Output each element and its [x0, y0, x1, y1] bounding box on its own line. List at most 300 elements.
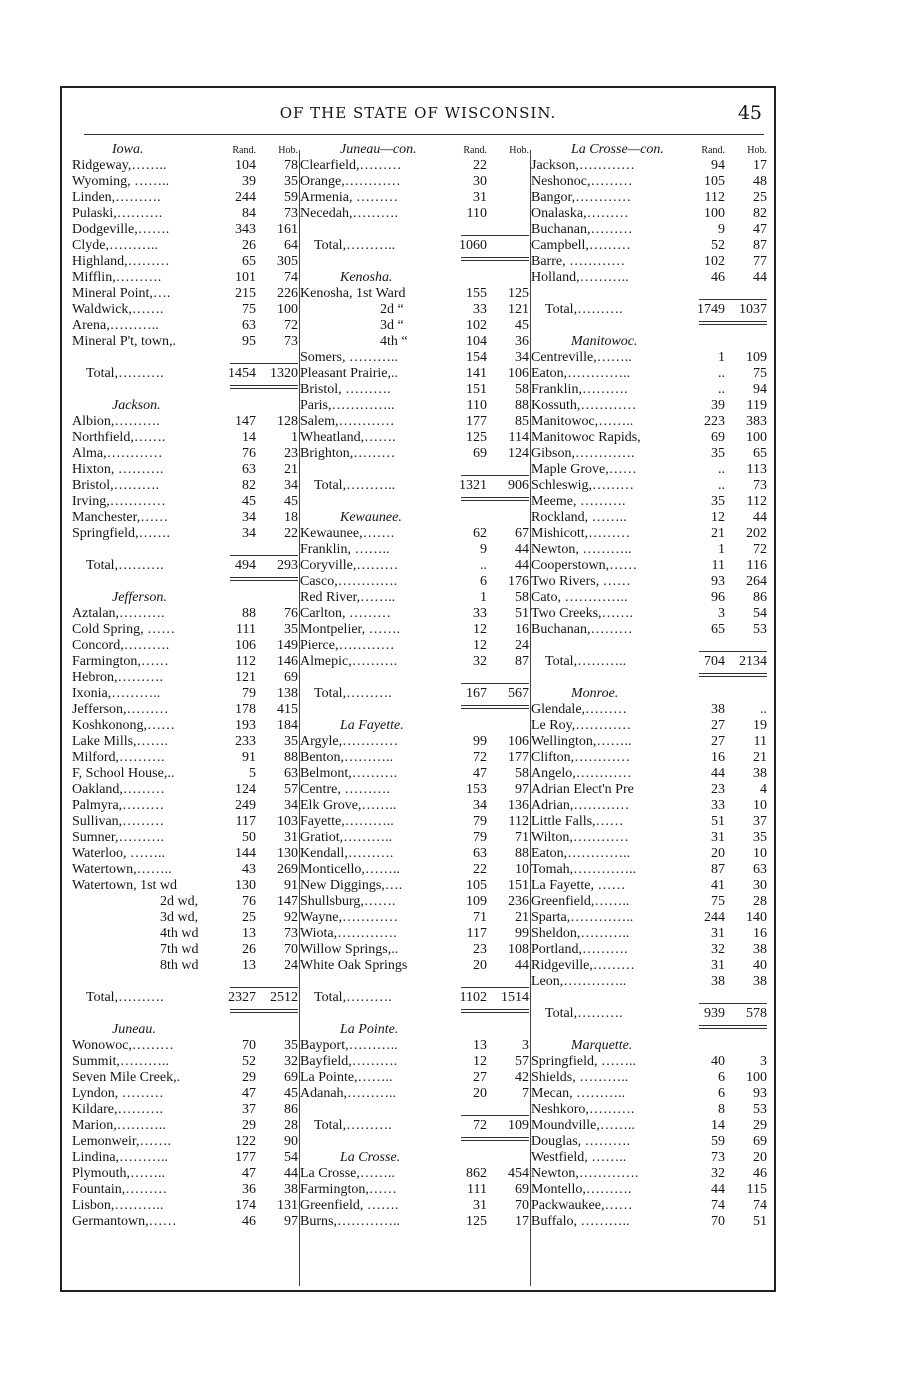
table-row — [72, 1118, 298, 1134]
town-name: Eaton,………….. — [531, 846, 631, 861]
table-row — [72, 702, 298, 718]
rand-votes: 40 — [711, 1054, 725, 1069]
town-name: Lyndon, ……… — [72, 1086, 164, 1101]
rand-votes: 12 — [711, 510, 725, 525]
town-name: Glendale,……… — [531, 702, 628, 717]
table-row — [531, 1070, 767, 1086]
header-rule — [84, 134, 764, 135]
table-row — [531, 622, 767, 638]
total-hob: 2512 — [270, 990, 298, 1005]
town-name: Brighton,……… — [300, 446, 396, 461]
town-name: La Crosse,…….. — [300, 1166, 395, 1181]
table-row — [531, 750, 767, 766]
section-title: Iowa. — [112, 142, 144, 157]
rand-votes: 26 — [242, 942, 256, 957]
town-name: Concord,………. — [72, 638, 170, 653]
rand-votes: 121 — [235, 670, 256, 685]
town-name: Angelo,………… — [531, 766, 632, 781]
rule-line — [699, 299, 767, 300]
table-row — [531, 222, 767, 238]
total-double-rule — [300, 254, 529, 270]
table-row — [72, 414, 298, 430]
town-name: Monticello,…….. — [300, 862, 400, 877]
rand-votes: 99 — [473, 734, 487, 749]
hob-votes: 112 — [746, 494, 767, 509]
rand-votes: 65 — [242, 254, 256, 269]
town-name: Palmyra,……… — [72, 798, 165, 813]
hob-votes: 19 — [753, 718, 767, 733]
section-heading — [72, 1022, 298, 1038]
rand-votes: 8 — [718, 1102, 725, 1117]
table-row — [531, 190, 767, 206]
rand-votes: 100 — [704, 206, 725, 221]
table-row — [300, 942, 529, 958]
rule-line — [699, 324, 767, 325]
rand-votes: 13 — [473, 1038, 487, 1053]
section-heading — [531, 142, 767, 158]
hob-votes: 131 — [277, 1198, 298, 1213]
total-hob: 906 — [508, 478, 529, 493]
hob-votes: 97 — [284, 1214, 298, 1229]
hob-votes: 90 — [284, 1134, 298, 1149]
town-name: Gibson,…………. — [531, 446, 635, 461]
hob-votes: 34 — [284, 798, 298, 813]
rand-votes: 31 — [711, 958, 725, 973]
rand-votes: 44 — [711, 1182, 725, 1197]
town-name: Lisbon,……….. — [72, 1198, 164, 1213]
rand-votes: 343 — [235, 222, 256, 237]
hob-votes: 97 — [515, 782, 529, 797]
hob-votes: 305 — [277, 254, 298, 269]
rand-votes: 6 — [718, 1070, 725, 1085]
table-row — [72, 1150, 298, 1166]
rand-votes: 75 — [242, 302, 256, 317]
town-name: Clearfield,……… — [300, 158, 402, 173]
rand-votes: 76 — [242, 446, 256, 461]
table-row — [72, 510, 298, 526]
table-row — [531, 926, 767, 942]
total-double-rule — [531, 318, 767, 334]
total-label: Total,………. — [545, 302, 623, 317]
table-row — [300, 958, 529, 974]
table-row — [531, 1166, 767, 1182]
rand-votes: 87 — [711, 862, 725, 877]
town-name: Sumner,………. — [72, 830, 164, 845]
town-name: 2d “ — [380, 302, 404, 317]
table-row — [300, 878, 529, 894]
table-row — [300, 782, 529, 798]
town-name: Cooperstown,…… — [531, 558, 638, 573]
table-row — [72, 318, 298, 334]
rand-votes: 155 — [466, 286, 487, 301]
town-name: Moundville,…….. — [531, 1118, 635, 1133]
rand-votes: 16 — [711, 750, 725, 765]
rand-votes: 75 — [711, 894, 725, 909]
hob-votes: 1 — [291, 430, 298, 445]
table-column-1 — [72, 142, 298, 1230]
table-row — [72, 446, 298, 462]
total-row — [531, 302, 767, 318]
hob-votes: 146 — [277, 654, 298, 669]
town-name: Manitowoc Rapids, — [531, 430, 641, 445]
table-row — [300, 302, 529, 318]
rule-line — [230, 1012, 298, 1013]
table-row — [72, 878, 298, 894]
table-row — [72, 862, 298, 878]
rand-votes: 76 — [242, 894, 256, 909]
hob-votes: 73 — [753, 478, 767, 493]
total-label: Total,……….. — [314, 478, 396, 493]
town-name: Belmont,………. — [300, 766, 398, 781]
rand-votes: 84 — [242, 206, 256, 221]
rule-line — [461, 475, 529, 476]
rand-votes: 20 — [473, 958, 487, 973]
town-name: Maple Grove,…… — [531, 462, 637, 477]
hob-votes: 40 — [753, 958, 767, 973]
town-name: Seven Mile Creek,. — [72, 1070, 181, 1085]
hob-votes: 74 — [284, 270, 298, 285]
hob-votes: 70 — [284, 942, 298, 957]
hob-votes: 106 — [508, 734, 529, 749]
table-row — [300, 190, 529, 206]
rand-votes: 117 — [235, 814, 256, 829]
town-name: Kewaunee,……. — [300, 526, 395, 541]
total-label: Total,………. — [314, 990, 392, 1005]
table-row — [300, 558, 529, 574]
table-row — [72, 494, 298, 510]
town-name: Kildare,………. — [72, 1102, 163, 1117]
hob-votes: 69 — [753, 1134, 767, 1149]
hob-votes: 51 — [753, 1214, 767, 1229]
town-name: Ixonia,……….. — [72, 686, 161, 701]
town-name: Lemonweir,……. — [72, 1134, 171, 1149]
town-name: Somers, ……….. — [300, 350, 398, 365]
rand-votes: 154 — [466, 350, 487, 365]
table-row — [72, 190, 298, 206]
section-heading — [300, 718, 529, 734]
table-row — [531, 270, 767, 286]
total-label: Total,………. — [314, 686, 392, 701]
section-heading — [531, 334, 767, 350]
rand-votes: 69 — [473, 446, 487, 461]
table-row — [300, 1086, 529, 1102]
rand-votes: 215 — [235, 286, 256, 301]
hob-votes: 92 — [284, 910, 298, 925]
hob-votes: 53 — [753, 622, 767, 637]
table-row — [72, 158, 298, 174]
table-row — [531, 542, 767, 558]
hob-votes: 7 — [522, 1086, 529, 1101]
town-name: Cold Spring, …… — [72, 622, 176, 637]
table-row — [531, 782, 767, 798]
rand-votes: 25 — [242, 910, 256, 925]
table-row — [72, 222, 298, 238]
town-name: Necedah,………. — [300, 206, 398, 221]
rand-votes: 104 — [235, 158, 256, 173]
town-name: Wheatland,……. — [300, 430, 396, 445]
rand-votes: 31 — [711, 926, 725, 941]
town-name: Wellington,…….. — [531, 734, 632, 749]
table-row — [72, 910, 298, 926]
rule-line — [230, 580, 298, 581]
hob-votes: 130 — [277, 846, 298, 861]
rule-line — [699, 1025, 767, 1026]
hob-votes: 37 — [753, 814, 767, 829]
table-row — [531, 174, 767, 190]
rand-votes: 63 — [242, 318, 256, 333]
rand-votes: 14 — [711, 1118, 725, 1133]
total-hob: 1320 — [270, 366, 298, 381]
rand-votes: 144 — [235, 846, 256, 861]
table-row — [300, 798, 529, 814]
total-row — [72, 366, 298, 382]
hob-votes: 100 — [746, 1070, 767, 1085]
town-name: Tomah,………….. — [531, 862, 637, 877]
hob-votes: 38 — [753, 942, 767, 957]
rand-votes: 125 — [466, 430, 487, 445]
hob-votes: 46 — [753, 1166, 767, 1181]
table-row — [300, 206, 529, 222]
hob-votes: 63 — [284, 766, 298, 781]
rand-votes: 12 — [473, 1054, 487, 1069]
table-row — [300, 526, 529, 542]
table-row — [300, 862, 529, 878]
town-name: Eaton,………….. — [531, 366, 631, 381]
table-row — [531, 366, 767, 382]
table-row — [531, 414, 767, 430]
table-row — [300, 814, 529, 830]
town-name: Marion,……….. — [72, 1118, 166, 1133]
town-name: Bristol, ………. — [300, 382, 391, 397]
town-name: Newton,…………. — [531, 1166, 639, 1181]
table-row — [531, 1102, 767, 1118]
town-name: Sullivan,……… — [72, 814, 165, 829]
table-row — [72, 286, 298, 302]
hob-votes: 236 — [508, 894, 529, 909]
town-name: Gratiot,……….. — [300, 830, 393, 845]
rule-line — [230, 577, 298, 578]
rand-votes: 71 — [473, 910, 487, 925]
rule-line — [461, 497, 529, 498]
hob-votes: 184 — [277, 718, 298, 733]
rand-votes: 244 — [704, 910, 725, 925]
table-column-2 — [300, 142, 529, 1230]
table-row — [300, 830, 529, 846]
hob-votes: 147 — [277, 894, 298, 909]
rand-votes: 177 — [235, 1150, 256, 1165]
town-name: Sheldon,……….. — [531, 926, 630, 941]
table-row — [300, 542, 529, 558]
page-number: 45 — [737, 102, 762, 124]
rand-votes: 27 — [711, 718, 725, 733]
town-name: Cato, ………….. — [531, 590, 628, 605]
hob-votes: 48 — [753, 174, 767, 189]
town-name: Willow Springs,.. — [300, 942, 399, 957]
rand-votes: 70 — [242, 1038, 256, 1053]
hob-votes: 54 — [284, 1150, 298, 1165]
hob-votes: 38 — [284, 1182, 298, 1197]
rand-votes: 101 — [235, 270, 256, 285]
total-double-rule — [300, 702, 529, 718]
hob-votes: 45 — [284, 494, 298, 509]
table-row — [300, 1054, 529, 1070]
town-name: Wayne,………… — [300, 910, 399, 925]
table-row — [300, 286, 529, 302]
town-name: Two Creeks,……. — [531, 606, 634, 621]
hob-votes: 112 — [508, 814, 529, 829]
hob-votes: 35 — [284, 622, 298, 637]
rule-line — [699, 321, 767, 322]
town-name: La Pointe,…….. — [300, 1070, 393, 1085]
town-name: Springfield, …….. — [531, 1054, 636, 1069]
hob-votes: 69 — [284, 1070, 298, 1085]
town-name: Lindina,……….. — [72, 1150, 169, 1165]
town-name: Two Rivers, …… — [531, 574, 631, 589]
table-row — [72, 1086, 298, 1102]
town-name: Buffalo, ……….. — [531, 1214, 630, 1229]
town-name: Rockland, …….. — [531, 510, 627, 525]
town-name: Sparta,………….. — [531, 910, 634, 925]
rand-votes: 65 — [711, 622, 725, 637]
rand-votes: 31 — [473, 190, 487, 205]
hob-votes: 54 — [753, 606, 767, 621]
town-name: 2d wd, — [160, 894, 199, 909]
rule-line — [461, 500, 529, 501]
table-row — [300, 382, 529, 398]
hob-votes: 454 — [508, 1166, 529, 1181]
rand-votes: 74 — [711, 1198, 725, 1213]
total-rand: 704 — [704, 654, 725, 669]
hob-votes: 25 — [753, 190, 767, 205]
town-name: Wonowoc,……… — [72, 1038, 174, 1053]
hob-votes: 28 — [753, 894, 767, 909]
town-name: Shullsburg,……. — [300, 894, 396, 909]
hob-votes: 32 — [284, 1054, 298, 1069]
rand-votes: 33 — [711, 798, 725, 813]
rand-votes: 249 — [235, 798, 256, 813]
town-name: Jackson,………… — [531, 158, 635, 173]
hob-votes: 35 — [284, 1038, 298, 1053]
town-name: Highland,……… — [72, 254, 170, 269]
section-heading — [300, 270, 529, 286]
table-row — [72, 686, 298, 702]
hob-votes: 24 — [515, 638, 529, 653]
rand-votes: 141 — [466, 366, 487, 381]
town-name: Franklin, …….. — [300, 542, 390, 557]
rand-votes: 12 — [473, 638, 487, 653]
hob-votes: 30 — [753, 878, 767, 893]
town-name: Orange,………… — [300, 174, 401, 189]
hob-votes: 70 — [515, 1198, 529, 1213]
hob-votes: 44 — [515, 958, 529, 973]
rand-votes: 244 — [235, 190, 256, 205]
hob-votes: 21 — [284, 462, 298, 477]
rand-votes: 38 — [711, 702, 725, 717]
town-name: Schleswig,……… — [531, 478, 635, 493]
hob-votes: 38 — [753, 974, 767, 989]
hob-votes: 44 — [753, 510, 767, 525]
hob-votes: 161 — [277, 222, 298, 237]
total-row — [531, 1006, 767, 1022]
rand-votes: 31 — [473, 1198, 487, 1213]
town-name: Douglas, ………. — [531, 1134, 631, 1149]
town-name: Paris,………….. — [300, 398, 395, 413]
table-row — [531, 1086, 767, 1102]
table-row — [300, 846, 529, 862]
hob-votes: 44 — [284, 1166, 298, 1181]
rand-votes: 94 — [711, 158, 725, 173]
town-name: Aztalan,………. — [72, 606, 165, 621]
hob-votes: 64 — [284, 238, 298, 253]
table-row — [531, 814, 767, 830]
rand-votes: 50 — [242, 830, 256, 845]
hob-votes: 16 — [753, 926, 767, 941]
town-name: Fountain,……… — [72, 1182, 168, 1197]
hob-votes: 140 — [746, 910, 767, 925]
town-name: Bangor,………… — [531, 190, 632, 205]
rand-votes: 11 — [711, 558, 725, 573]
table-row — [300, 750, 529, 766]
rule-line — [461, 683, 529, 684]
rule-line — [461, 1137, 529, 1138]
hob-votes: 87 — [753, 238, 767, 253]
town-name: Portland,………. — [531, 942, 628, 957]
hob-votes: 17 — [753, 158, 767, 173]
town-name: Wilton,………… — [531, 830, 629, 845]
hob-votes: 74 — [753, 1198, 767, 1213]
town-name: Watertown,…….. — [72, 862, 172, 877]
rand-votes: 95 — [242, 334, 256, 349]
rand-votes: 21 — [711, 526, 725, 541]
rand-votes: 52 — [711, 238, 725, 253]
town-name: Kossuth,………… — [531, 398, 637, 413]
section-title: Manitowoc. — [571, 334, 638, 349]
town-name: Wyoming, …….. — [72, 174, 170, 189]
rand-votes: 36 — [242, 1182, 256, 1197]
hob-votes: 88 — [515, 846, 529, 861]
rand-votes: 12 — [473, 622, 487, 637]
rand-votes: 1 — [718, 542, 725, 557]
table-row — [531, 382, 767, 398]
hob-votes: 69 — [515, 1182, 529, 1197]
section-title: La Crosse. — [340, 1150, 401, 1165]
rand-votes: 178 — [235, 702, 256, 717]
rand-votes: 35 — [711, 446, 725, 461]
hob-votes: 176 — [508, 574, 529, 589]
rand-votes: 233 — [235, 734, 256, 749]
rand-votes: 59 — [711, 1134, 725, 1149]
rule-line — [230, 385, 298, 386]
table-row — [531, 1214, 767, 1230]
hob-votes: 109 — [746, 350, 767, 365]
table-row — [531, 942, 767, 958]
table-row — [72, 1198, 298, 1214]
town-name: Shields, ……….. — [531, 1070, 629, 1085]
hob-votes: 59 — [284, 190, 298, 205]
table-row — [72, 734, 298, 750]
rule-line — [461, 257, 529, 258]
hob-votes: 269 — [277, 862, 298, 877]
hob-votes: 24 — [284, 958, 298, 973]
rand-votes: 62 — [473, 526, 487, 541]
hob-votes: 100 — [277, 302, 298, 317]
town-name: Pulaski,………. — [72, 206, 163, 221]
table-row — [531, 1118, 767, 1134]
table-row — [531, 766, 767, 782]
table-row — [72, 782, 298, 798]
rand-votes: 32 — [473, 654, 487, 669]
hob-votes: 35 — [753, 830, 767, 845]
